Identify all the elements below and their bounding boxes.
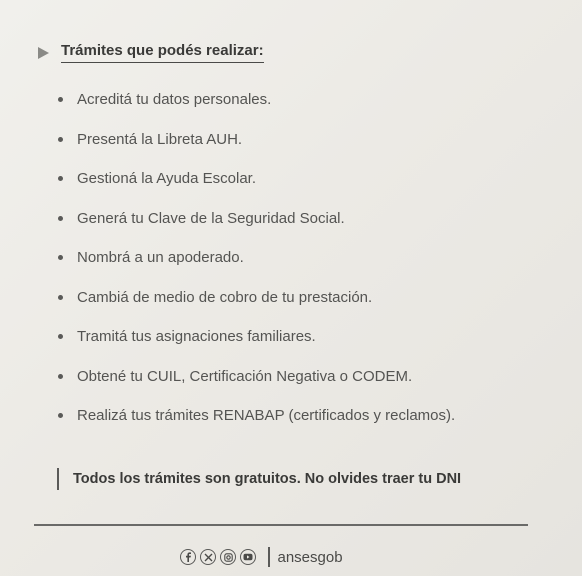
bullet-icon	[58, 216, 63, 221]
social-icons	[180, 549, 256, 565]
list-item-text: Presentá la Libreta AUH.	[77, 130, 243, 148]
divider	[34, 524, 528, 526]
list-item-text: Gestioná la Ayuda Escolar.	[77, 170, 257, 188]
section-heading	[38, 42, 264, 63]
note-text: Todos los trámites son gratuitos. No olvides traer tu DNI	[73, 471, 462, 487]
free-procedures-note	[57, 468, 461, 490]
bullet-icon	[58, 255, 63, 260]
bullet-icon	[58, 97, 63, 102]
procedures-list	[58, 80, 455, 436]
list-item	[58, 396, 455, 436]
list-item-text: Generá tu Clave de la Seguridad Social.	[77, 209, 345, 227]
bullet-icon	[58, 137, 63, 142]
note-bar	[57, 468, 59, 490]
bullet-icon	[58, 413, 63, 418]
bullet-icon	[58, 295, 63, 300]
triangle-bullet-icon	[38, 47, 49, 59]
list-item-text: Cambiá de medio de cobro de tu prestación.	[77, 288, 373, 306]
bullet-icon	[58, 334, 63, 339]
list-item	[58, 238, 455, 278]
list-item	[58, 357, 455, 397]
list-item-text: Obtené tu CUIL, Certificación Negativa o CODEM.	[77, 367, 413, 385]
bullet-icon	[58, 176, 63, 181]
list-item-text: Tramitá tus asignaciones familiares.	[77, 328, 316, 346]
bullet-icon	[58, 374, 63, 379]
list-item-text: Realizá tus trámites RENABAP (certificados y reclamos).	[77, 407, 456, 425]
list-item	[58, 278, 455, 318]
list-item	[58, 159, 455, 199]
facebook-icon[interactable]	[180, 549, 196, 565]
list-item-text: Acreditá tu datos personales.	[77, 91, 272, 109]
list-item	[58, 317, 455, 357]
footer-separator	[268, 547, 270, 567]
youtube-icon[interactable]	[240, 549, 256, 565]
list-item	[58, 120, 455, 160]
section-title: Trámites que podés realizar:	[61, 42, 264, 63]
list-item	[58, 199, 455, 239]
social-handle: ansesgob	[277, 548, 343, 566]
footer	[180, 547, 343, 567]
list-item-text: Nombrá a un apoderado.	[77, 249, 244, 267]
x-icon[interactable]	[200, 549, 216, 565]
list-item	[58, 80, 455, 120]
instagram-icon[interactable]	[220, 549, 236, 565]
